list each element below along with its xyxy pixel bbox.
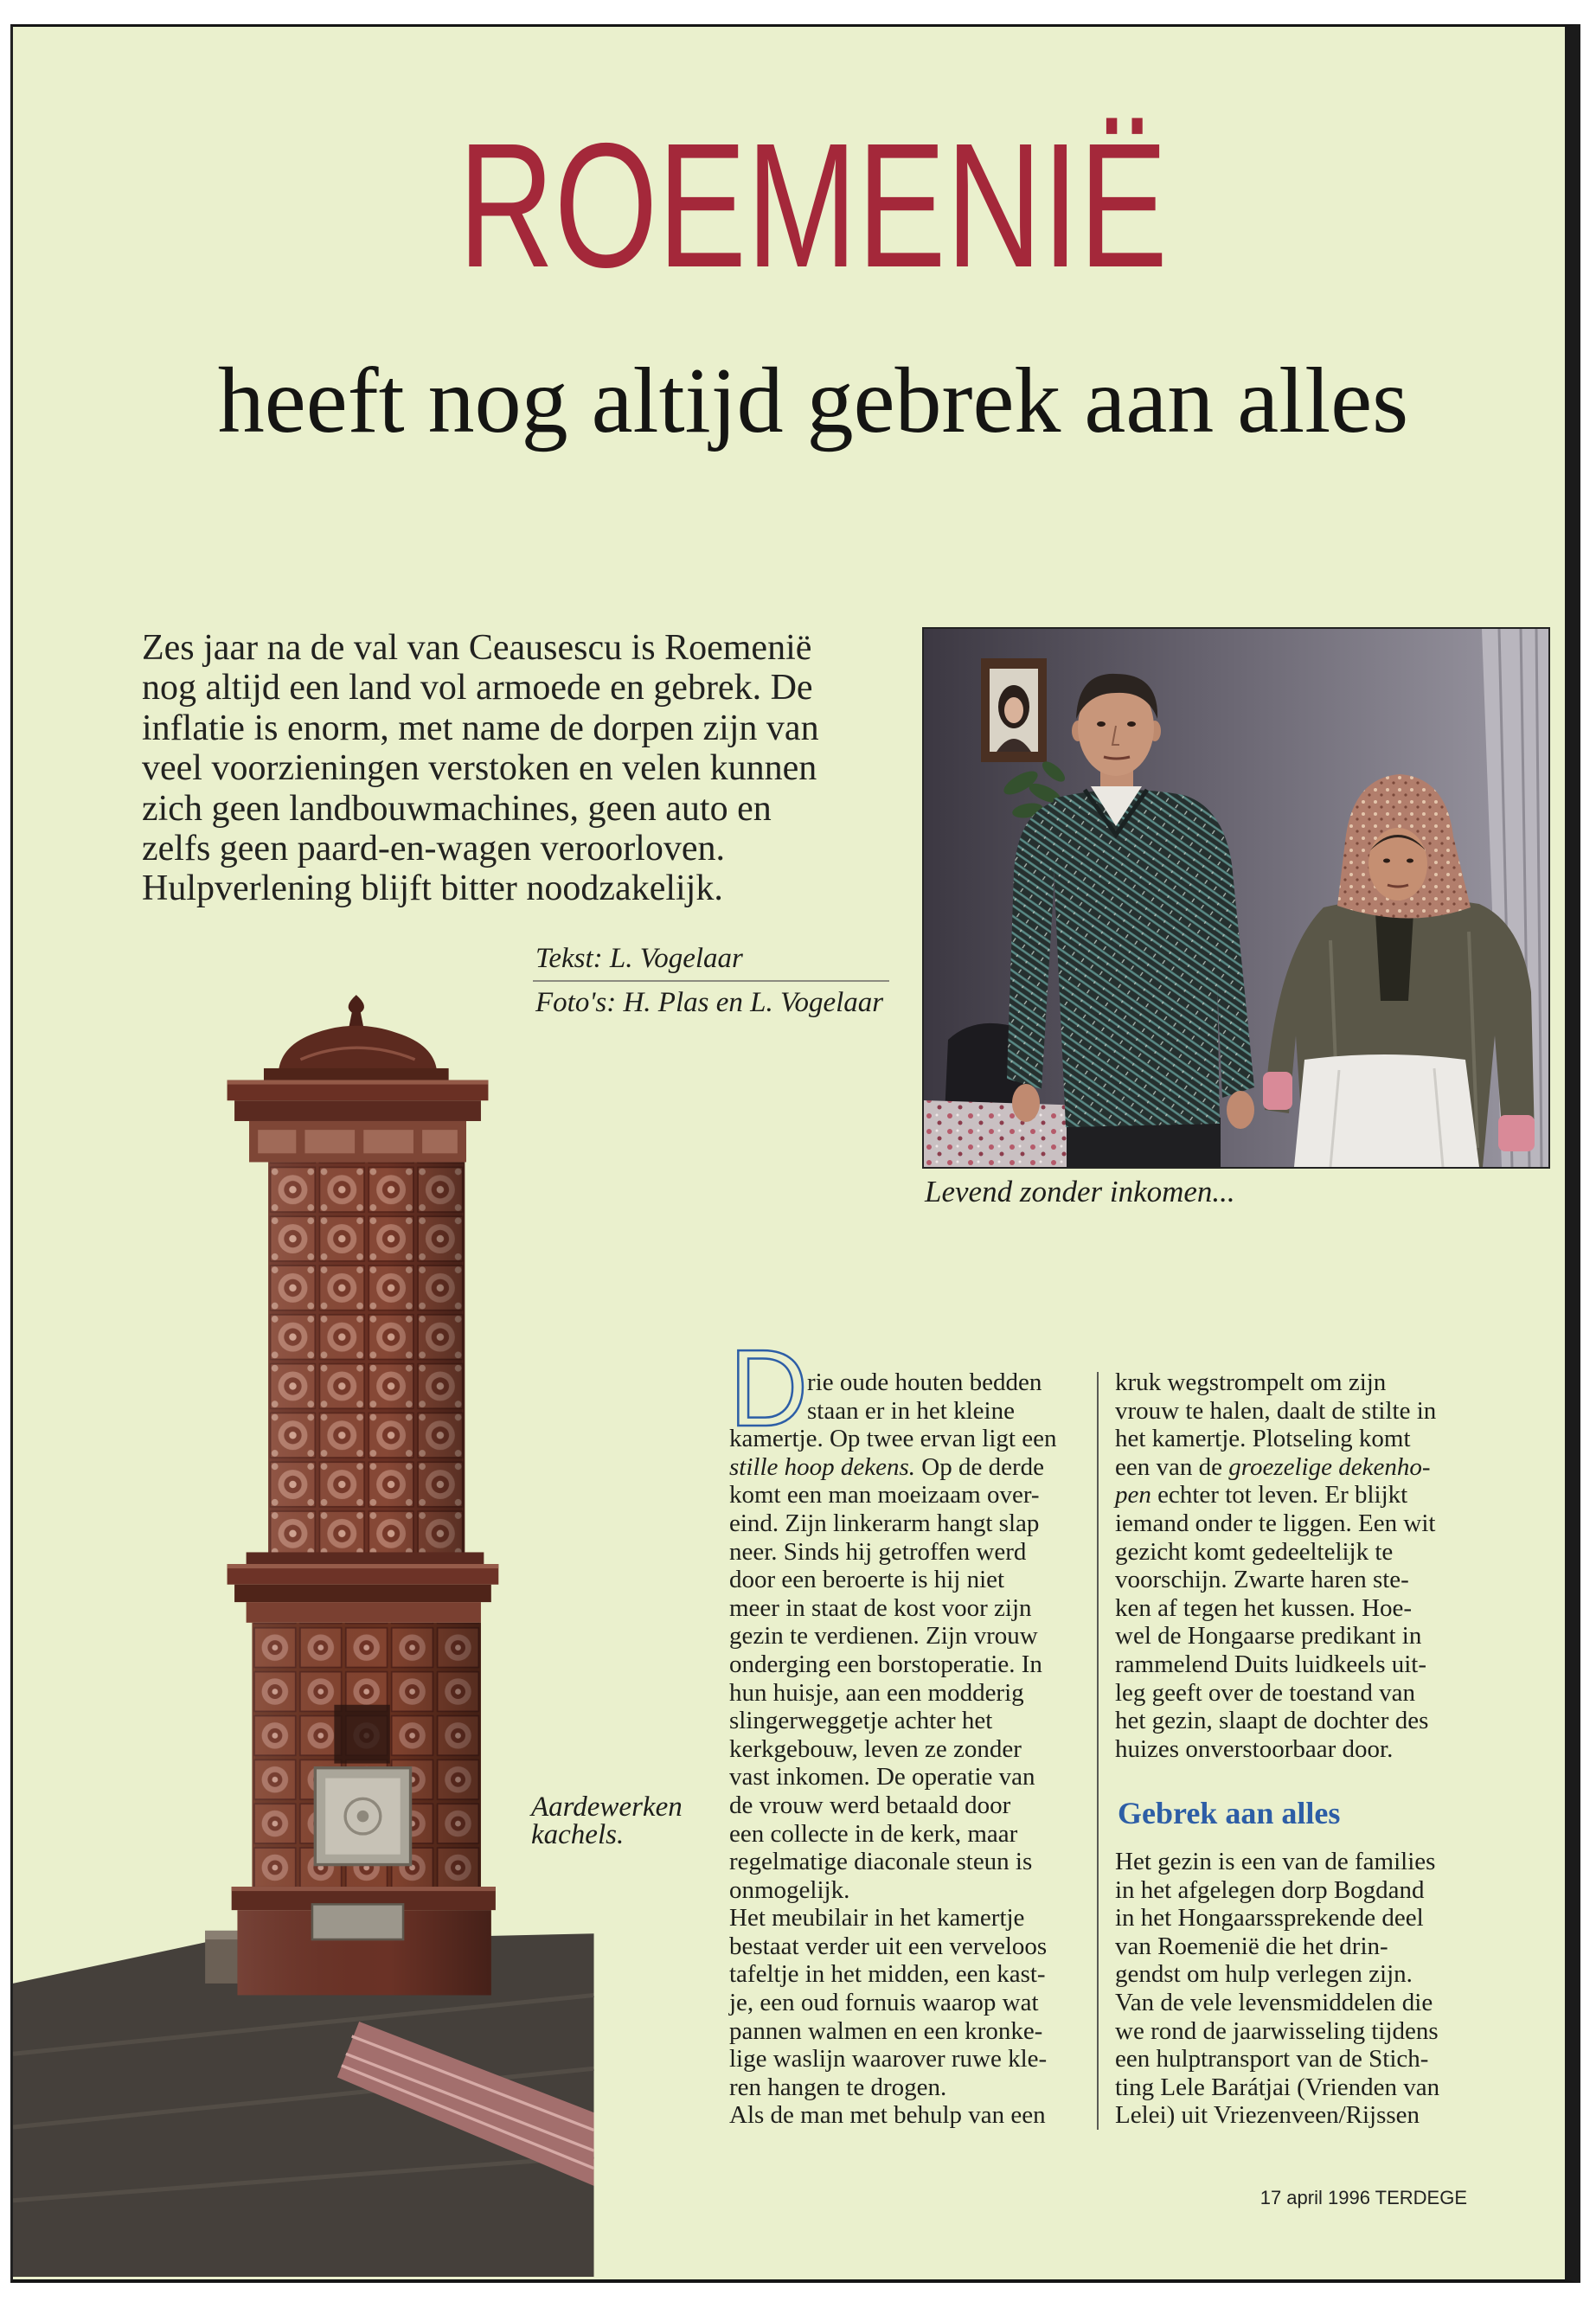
- text-line: zelfs geen paard-en-wagen veroorloven.: [142, 829, 725, 869]
- text-line: zich geen landbouwmachines, geen auto en: [142, 788, 772, 829]
- section-subheading: Gebrek aan alles: [1118, 1796, 1341, 1830]
- text-line: de vrouw werd betaald door: [729, 1791, 1011, 1819]
- text-line: in het afgelegen dorp Bogdand: [1115, 1875, 1425, 1904]
- text-line: [729, 1453, 1056, 1482]
- text-line: rammelend Duits luidkeels uit-: [1115, 1650, 1427, 1678]
- headline-subtitle-block: [87, 349, 1540, 452]
- text-line: [1115, 1481, 1436, 1509]
- photo-caption: Levend zonder inkomen...: [925, 1175, 1235, 1208]
- text-line: eind. Zijn linkerarm hangt slap: [729, 1509, 1040, 1537]
- text-line: Van de vele levensmiddelen die: [1115, 1988, 1433, 2016]
- column-divider: [1097, 1372, 1099, 2130]
- text-line: van Roemenië die het drin-: [1115, 1932, 1388, 1960]
- text-line: ken af tegen het kussen. Hoe-: [1115, 1593, 1413, 1622]
- text-segment: een van de: [1115, 1452, 1229, 1481]
- text-line: een collecte in de kerk, maar: [729, 1819, 1018, 1848]
- credit-divider: [533, 980, 889, 982]
- stove-finial: [349, 995, 364, 1027]
- text-line: inflatie is enorm, met name de dorpen zijn van: [142, 708, 819, 748]
- text-line: veel voorzieningen verstoken en velen kunnen: [142, 748, 817, 789]
- stove-photo: [13, 986, 601, 2277]
- italic-segment: groezelige dekenho-: [1228, 1452, 1431, 1481]
- text-line: leg geeft over de toestand van: [1115, 1678, 1416, 1707]
- text-line: we rond de jaarwisseling tijdens: [1115, 2016, 1439, 2045]
- text-line: gendst om hulp verlegen zijn.: [1115, 1960, 1413, 1989]
- text-line: gezicht komt gedeeltelijk te: [1115, 1537, 1394, 1566]
- couple-photo: [922, 627, 1550, 1169]
- text-line: kamertje. Op twee ervan ligt een: [729, 1425, 1057, 1453]
- text-line: kerkgebouw, leven ze zonder: [729, 1734, 1022, 1763]
- text-line: een hulptransport van de Stich-: [1115, 2045, 1429, 2073]
- text-line: huizes onverstoorbaar door.: [1115, 1734, 1394, 1763]
- text-line: Zes jaar na de val van Ceausescu is Roemenië: [142, 628, 812, 668]
- text-segment: Op de derde: [915, 1452, 1045, 1481]
- text-line: onderging een borstoperatie. In: [729, 1650, 1042, 1678]
- text-line: nog altijd een land vol armoede en gebrek. De: [142, 668, 813, 708]
- text-line: meer in staat de kost voor zijn: [729, 1593, 1032, 1622]
- stove-caption: [531, 1793, 683, 1849]
- text-line: hun huisje, aan een modderig: [729, 1678, 1024, 1707]
- page-footer: 17 april 1996 TERDEGE: [1259, 2187, 1467, 2208]
- text-line: door een beroerte is hij niet: [729, 1566, 1005, 1594]
- text-line: gezin te verdienen. Zijn vrouw: [729, 1622, 1038, 1650]
- headline-title: ROEMENIË: [458, 106, 1169, 304]
- text-line: in het Hongaarssprekende deel: [1115, 1904, 1424, 1932]
- picture-frame: [981, 658, 1047, 762]
- stove-top-cornice: [228, 1068, 489, 1163]
- text-line: Lelei) uit Vriezenveen/Rijssen: [1115, 2101, 1420, 2130]
- text-line: ren hangen te drogen.: [729, 2073, 947, 2101]
- article-column-2-bottom: [1115, 1848, 1439, 2130]
- text-line: vrouw te halen, daalt de stilte in: [1115, 1396, 1437, 1425]
- text-line: Het meubilair in het kamertje: [729, 1904, 1025, 1932]
- article-column-1: [729, 1368, 1056, 2130]
- text-line: vast inkomen. De operatie van: [729, 1763, 1035, 1791]
- italic-segment: stille hoop dekens.: [729, 1452, 916, 1481]
- stove-ash-door: [312, 1904, 403, 1939]
- text-line: ting Lele Barátjai (Vrienden van: [1115, 2073, 1440, 2101]
- intro-paragraph: [142, 628, 819, 909]
- text-line: kruk wegstrompelt om zijn: [1115, 1368, 1387, 1396]
- text-line: slingerweggetje achter het: [729, 1707, 993, 1735]
- stove-caption-line: kachels.: [531, 1819, 625, 1850]
- text-line: onmogelijk.: [729, 1875, 850, 1904]
- text-line: het kamertje. Plotseling komt: [1115, 1425, 1411, 1453]
- text-line: wel de Hongaarse predikant in: [1115, 1622, 1422, 1650]
- text-line: Als de man met behulp van een: [729, 2101, 1046, 2130]
- drop-cap: D: [729, 1327, 808, 1449]
- text-line: voorschijn. Zwarte haren ste-: [1115, 1566, 1409, 1594]
- text-line: tafeltje in het midden, een kast-: [729, 1960, 1046, 1989]
- text-line: regelmatige diaconale steun is: [729, 1848, 1033, 1876]
- text-segment: echter tot leven. Er blijkt: [1151, 1481, 1408, 1509]
- text-line: pannen walmen en een kronke-: [729, 2016, 1043, 2045]
- text-line: staan er in het kleine: [807, 1396, 1015, 1425]
- stove: [228, 995, 499, 1995]
- text-line: Het gezin is een van de families: [1115, 1848, 1436, 1875]
- stove-door: [315, 1768, 410, 1865]
- headline-block: [87, 106, 1540, 304]
- credit-text: Tekst: L. Vogelaar: [535, 943, 743, 974]
- stove-caption-line: Aardewerken: [531, 1791, 683, 1823]
- headline-subtitle: heeft nog altijd gebrek aan alles: [217, 349, 1409, 452]
- text-line: je, een oud fornuis waarop wat: [729, 1989, 1039, 2017]
- text-line: bestaat verder uit een verveloos: [729, 1932, 1048, 1960]
- stove-middle-cornice: [228, 1552, 499, 1622]
- article-column-2-top: [1115, 1368, 1436, 1763]
- text-line: [1115, 1453, 1436, 1482]
- text-line: lige waslijn waarover ruwe kle-: [729, 2045, 1048, 2073]
- couple-photo-image: [924, 629, 1548, 1167]
- text-line: het gezin, slaapt de dochter des: [1115, 1707, 1429, 1735]
- text-line: iemand onder te liggen. Een wit: [1115, 1509, 1436, 1537]
- text-line: Hulpverlening blijft bitter noodzakelijk.: [142, 868, 723, 909]
- text-line: neer. Sinds hij getroffen werd: [729, 1537, 1027, 1566]
- text-line: rie oude houten bedden: [807, 1368, 1042, 1396]
- italic-segment: pen: [1115, 1481, 1151, 1509]
- credit-photos: Foto's: H. Plas en L. Vogelaar: [535, 987, 884, 1018]
- text-line: komt een man moeizaam over-: [729, 1481, 1040, 1509]
